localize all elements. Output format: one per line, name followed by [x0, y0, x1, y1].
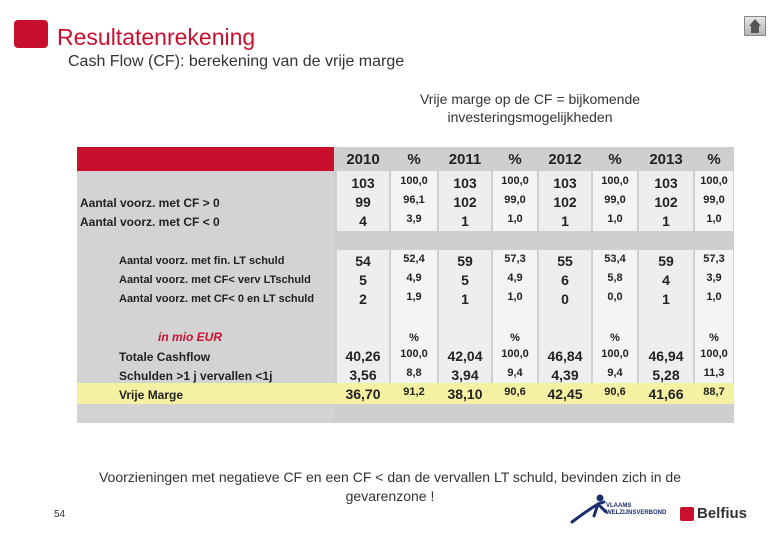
vvsg-line1: VLAAMS [606, 503, 632, 509]
table-cell: 5,28 [652, 367, 680, 383]
table-cell: 102 [453, 194, 477, 210]
table-cell: 59 [457, 253, 473, 269]
table-cell: 4,39 [551, 367, 579, 383]
table-cell: 100,0 [601, 348, 629, 360]
table-cell: 100,0 [400, 175, 428, 187]
table-cell: 88,7 [703, 386, 725, 398]
table-cell: 90,6 [504, 386, 526, 398]
table-cell: 57,3 [504, 253, 526, 265]
table-cell: 42,45 [547, 386, 583, 402]
table-cell: 11,3 [703, 367, 725, 379]
table-cell: 52,4 [403, 253, 425, 265]
table-cell: 9,4 [607, 367, 623, 379]
table-cell: 55 [557, 253, 573, 269]
table-cell: 1 [662, 291, 670, 307]
table-cell: 3,9 [406, 213, 422, 225]
table-cell: 1 [662, 213, 670, 229]
row-label: Aantal voorz. met CF > 0 [80, 196, 220, 210]
table-cell: 41,66 [648, 386, 684, 402]
table-cell: 2 [359, 291, 367, 307]
table-cell: 103 [553, 175, 577, 191]
column-header: % [707, 151, 721, 168]
column-header: % [608, 151, 622, 168]
table-cell: 59 [658, 253, 674, 269]
table-cell: 103 [654, 175, 678, 191]
table-cell: 1,9 [406, 291, 422, 303]
table-cell: 0 [561, 291, 569, 307]
table-cell: 1 [561, 213, 569, 229]
table-cell: 0,0 [607, 291, 623, 303]
table-cell: 1 [461, 291, 469, 307]
table-cell: 1,0 [607, 213, 623, 225]
table-cell: 1,0 [507, 213, 523, 225]
table-cell: 46,84 [547, 348, 583, 364]
table-cell: 100,0 [700, 175, 728, 187]
table-cell: 4,9 [507, 272, 523, 284]
belfius-wordmark: Belfius [697, 505, 748, 522]
unit-cell: % [610, 332, 620, 344]
column-header: % [508, 151, 522, 168]
table-cell: 99,0 [504, 194, 526, 206]
table-cell: 100,0 [400, 348, 428, 360]
table-cell: 42,04 [447, 348, 483, 364]
table-cell: 100,0 [601, 175, 629, 187]
table-cell: 54 [355, 253, 371, 269]
table-cell: 99 [355, 194, 371, 210]
table-cell: 4 [662, 272, 670, 288]
column-header: 2011 [448, 151, 482, 168]
table-cell: 96,1 [403, 194, 425, 206]
row-label: Totale Cashflow [119, 350, 211, 364]
table-cell: 4 [359, 213, 367, 229]
table-cell: 36,70 [345, 386, 381, 402]
margin-note-line2: investeringsmogelijkheden [447, 109, 613, 125]
table-cell: 5,8 [607, 272, 623, 284]
table-cell: 3,94 [451, 367, 479, 383]
table-cell: 5 [461, 272, 469, 288]
row-label: Aantal voorz. met CF< verv LTschuld [119, 274, 311, 286]
table-cell: 4,9 [406, 272, 422, 284]
footer-line1: Voorzieningen met negatieve CF en een CF < dan de vervallen LT schuld, bevinden zich in de [98, 469, 681, 485]
page-subtitle: Cash Flow (CF): berekening van de vrije marge [68, 53, 405, 70]
table-cell: 38,10 [447, 386, 483, 402]
table-cell: 1,0 [507, 291, 523, 303]
unit-cell: % [510, 332, 520, 344]
table-cell: 1,0 [706, 291, 722, 303]
belfius-logo-icon [680, 507, 694, 521]
table-cell: 99,0 [703, 194, 725, 206]
column-header: 2013 [649, 151, 683, 168]
table-cell: 6 [561, 272, 569, 288]
table-cell: 46,94 [648, 348, 684, 364]
table-cell: 100,0 [501, 348, 529, 360]
table-cell: 8,8 [406, 367, 422, 379]
row-label: Vrije Marge [119, 388, 184, 402]
table-cell: 53,4 [604, 253, 626, 265]
table-cell: 100,0 [501, 175, 529, 187]
page-title: Resultatenrekening [57, 24, 256, 50]
row-label: Aantal voorz. met fin. LT schuld [119, 255, 285, 267]
margin-note [380, 90, 680, 126]
table-cell: 99,0 [604, 194, 626, 206]
column-header: % [407, 151, 421, 168]
vvsg-line2: WELZIJNSVERBOND [606, 510, 667, 516]
table-cell: 91,2 [403, 386, 425, 398]
table-header-strip [77, 147, 334, 171]
page-number: 54 [54, 509, 66, 520]
footer-line2: gevarenzone ! [345, 488, 435, 504]
table-cell: 102 [654, 194, 678, 210]
table-cell: 3,9 [706, 272, 722, 284]
column-header: 2012 [548, 151, 582, 168]
unit-cell: % [709, 332, 719, 344]
table-cell: 1 [461, 213, 469, 229]
table-cell: 40,26 [345, 348, 381, 364]
table-cell: 57,3 [703, 253, 725, 265]
home-icon[interactable] [744, 16, 766, 36]
unit-label: in mio EUR [158, 330, 223, 344]
row-label: Schulden >1 j vervallen <1j [119, 369, 273, 383]
column-header: 2010 [346, 151, 380, 168]
title-marker [14, 20, 48, 48]
table-cell: 3,56 [349, 367, 377, 383]
table-cell: 103 [453, 175, 477, 191]
table-cell: 100,0 [700, 348, 728, 360]
row-label: Aantal voorz. met CF < 0 [80, 215, 220, 229]
table-cell: 90,6 [604, 386, 626, 398]
margin-note-line1: Vrije marge op de CF = bijkomende [419, 91, 641, 107]
table-cell: 5 [359, 272, 367, 288]
table-cell: 103 [351, 175, 375, 191]
table-cell: 102 [553, 194, 577, 210]
table-cell: 1,0 [706, 213, 722, 225]
unit-cell: % [409, 332, 419, 344]
row-label: Aantal voorz. met CF< 0 en LT schuld [119, 293, 315, 305]
table-cell: 9,4 [507, 367, 523, 379]
vvsg-wordmark [606, 503, 666, 517]
